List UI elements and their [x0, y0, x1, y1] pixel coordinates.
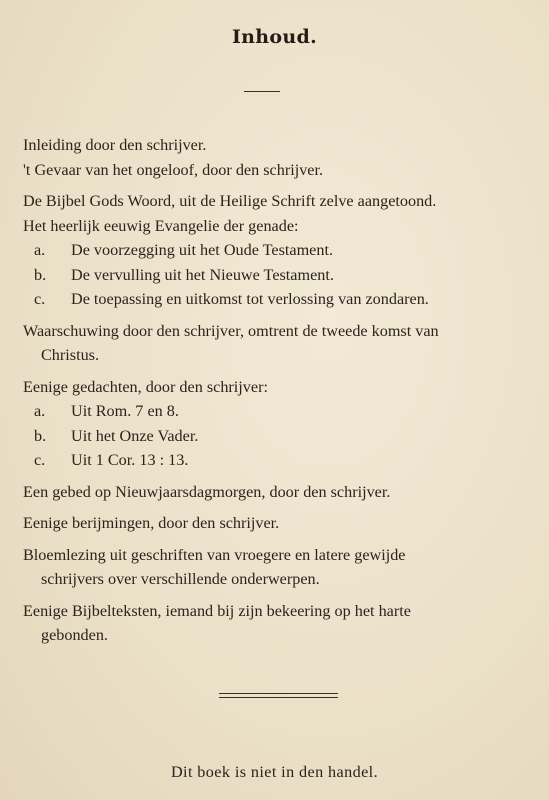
title-divider	[244, 91, 280, 92]
toc-subentry-text: Uit 1 Cor. 13 : 13.	[71, 451, 189, 469]
toc-subentry-text: De vervulling uit het Nieuwe Testament.	[71, 265, 334, 284]
toc-subentry	[23, 263, 513, 288]
toc-entry-berijmingen	[23, 511, 513, 536]
toc-entry-text: Eenige berijmingen, door den schrijver.	[23, 514, 280, 532]
page-title: Inhoud.	[231, 26, 317, 48]
toc-entry-bloemlezing	[23, 543, 513, 592]
toc-entry-bijbel	[23, 189, 513, 214]
toc-subentry	[23, 424, 513, 449]
toc-subentry-letter: c.	[34, 290, 46, 308]
toc-subentry-letter: a.	[34, 402, 46, 420]
footer-note: Dit boek is niet in den handel.	[170, 763, 379, 781]
toc-entry-continuation: gebonden.	[41, 626, 108, 644]
toc-entry-gebed	[23, 480, 513, 505]
toc-subentry	[23, 287, 513, 312]
toc-entry-continuation: Christus.	[41, 346, 100, 364]
toc-subentry-letter: b.	[34, 426, 47, 445]
table-of-contents	[23, 133, 513, 648]
toc-entry-text: Bloemlezing uit geschriften van vroegere en latere gewijde	[23, 545, 406, 564]
toc-entry-continuation: schrijvers over verschillende onderwerpen.	[41, 570, 320, 588]
toc-subentry-text: De toepassing en uitkomst tot verlossing van zondaren.	[71, 290, 429, 308]
toc-entry-evangelie	[23, 214, 513, 239]
toc-subentry	[23, 238, 513, 263]
toc-entry-text: Inleiding door den schrijver.	[23, 136, 207, 154]
toc-subentry-text: Uit Rom. 7 en 8.	[71, 402, 179, 420]
toc-entry-text: 't Gevaar van het ongeloof, door den schrijver.	[23, 160, 324, 179]
toc-entry-gevaar	[23, 158, 513, 183]
toc-entry-waarschuwing	[23, 319, 513, 368]
toc-entry-text: Een gebed op Nieuwjaarsdagmorgen, door den schrijver.	[23, 482, 391, 501]
toc-subentry-letter: b.	[34, 265, 47, 284]
toc-entry-text: Eenige Bijbelteksten, iemand bij zijn bekeering op het harte	[23, 601, 411, 620]
toc-subentry-letter: a.	[34, 241, 46, 259]
toc-subentry-letter: c.	[34, 451, 46, 469]
toc-entry-text: Het heerlijk eeuwig Evangelie der genade:	[23, 216, 299, 235]
toc-entry-text: Waarschuwing door den schrijver, omtrent de tweede komst van	[23, 321, 439, 340]
toc-subentry-text: Uit het Onze Vader.	[71, 426, 199, 445]
toc-entry-bijbelteksten	[23, 599, 513, 648]
toc-subentry	[23, 399, 513, 424]
toc-entry-text: Eenige gedachten, door den schrijver:	[23, 377, 268, 396]
toc-subentry	[23, 448, 513, 473]
toc-entry-inleiding	[23, 133, 513, 158]
toc-entry-gedachten	[23, 375, 513, 400]
double-rule-divider	[219, 693, 338, 698]
toc-entry-text: De Bijbel Gods Woord, uit de Heilige Schrift zelve aangetoond.	[23, 192, 437, 210]
toc-subentry-text: De voorzegging uit het Oude Testament.	[71, 241, 333, 259]
